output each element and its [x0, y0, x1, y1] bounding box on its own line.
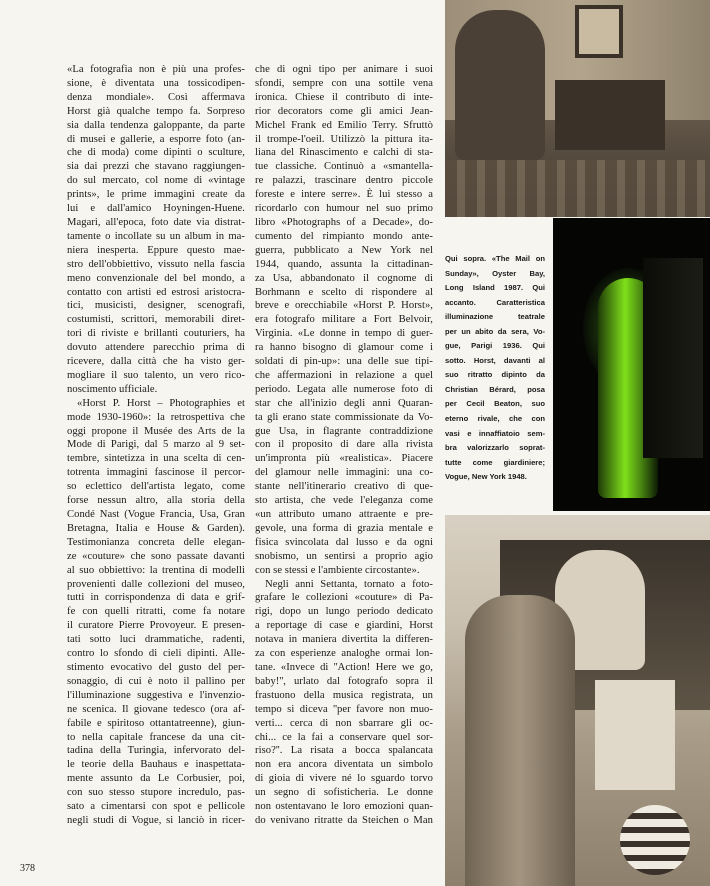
- text-line: so eclettico dell'artista legato, come: [67, 481, 245, 493]
- text-line: mode 1930-1960»: la retrospettiva che: [67, 411, 245, 423]
- caption-line: Long Island 1987. Qui: [445, 283, 545, 293]
- text-line: grafare le collezioni «couture» di Pa-: [255, 592, 433, 604]
- text-line: era fotografo militare a Fort Belvoir,: [255, 314, 433, 326]
- text-line: stante nell'itinerario creativo di que-: [255, 481, 433, 493]
- text-line: di gioia di vivere né lo sguardo torvo: [255, 773, 433, 785]
- text-line: foreste e intere serre». È lui stesso a: [255, 189, 433, 201]
- text-line: non era ancora diventata un simbolo: [255, 759, 433, 771]
- photo-table: [555, 80, 665, 150]
- text-line: sto artista, che vede l'eleganza come: [255, 495, 433, 507]
- text-line: gevole, una forma di grazia mentale e: [255, 522, 433, 534]
- text-line: Borhmann e scelto di rispondere al: [255, 286, 433, 298]
- text-line: ze «couture» che sono passate davanti: [67, 550, 245, 562]
- photo-frame: [575, 5, 623, 58]
- text-line: sato a cimentarsi con spot e pellicole: [67, 801, 245, 813]
- text-line: «La fotografia non è più una profes-: [67, 64, 245, 75]
- text-line: denza mondiale». Così affermava: [67, 91, 245, 103]
- text-line: un'impronta più «realistica». Piacere: [255, 453, 433, 465]
- text-line: che affermazioni in relazione a quel: [255, 369, 433, 381]
- text-line: baby!'', urlato dal fotografo sopra il: [255, 675, 433, 687]
- text-line: Bretagna, Italia e House & Garden).: [67, 522, 245, 534]
- photo-horst-portrait-1948: [445, 515, 710, 886]
- text-line: tembre, sintetizza in una scelta di cen-: [67, 453, 245, 465]
- page-number: 378: [20, 863, 35, 874]
- text-line: ne scenica. Il giovane tedesco (ora af-: [67, 703, 245, 715]
- text-line: ra hanno bisogno di glamour come i: [255, 342, 433, 354]
- text-line: stro dell'obbiettivo, vissuto nella fascia: [67, 258, 245, 270]
- text-line: Magari, all'epoca, foto date via distrat-: [67, 216, 245, 228]
- caption-line: bra valorizzarlo soprat-: [445, 443, 545, 453]
- text-line: tane. «Invece di ''Action! Here we go,: [255, 661, 433, 673]
- caption-line: Christian Bérard, posa: [445, 384, 545, 394]
- caption-line: sotto. Horst, davanti al: [445, 355, 545, 365]
- text-line: l'illuminazione suggestiva e l'invenzio-: [67, 689, 245, 701]
- text-line: riso?''. La risata a bocca spalancata: [255, 745, 433, 757]
- text-line: stimento evocativo del gusto del per-: [67, 661, 245, 673]
- text-line: ta gli erano state commissionate da Vo-: [255, 411, 433, 423]
- caption-line: per Cecil Beaton, suo: [445, 399, 545, 409]
- text-line: do sul mercato, col nome di «vintage: [67, 175, 245, 187]
- text-line: sia dalla tendenza galoppante, da parte: [67, 119, 245, 131]
- text-line: ricevere, dalla città che ha visto ger-: [67, 356, 245, 368]
- text-line: contatto con artisti ed estrosi aristocra-: [67, 286, 245, 298]
- caption-line: illuminazione teatrale: [445, 312, 545, 322]
- text-line: tori di riviste e brillanti couturiers, ha: [67, 328, 245, 340]
- text-line: il trompe-l'oeil. Utilizzò la pittura ita-: [255, 133, 433, 145]
- text-line: re palazzi, trascinare dentro piccole: [255, 175, 433, 187]
- text-line: mente assunto da Le Corbusier, poi,: [67, 773, 245, 785]
- text-line: Virginia. «Le donne in tempo di guer-: [255, 328, 433, 340]
- text-line: sione, è diventata una tossicodipen-: [67, 77, 245, 89]
- article-column-left: [67, 63, 245, 828]
- text-line: che di ogni tipo per animare i suoi: [255, 64, 433, 75]
- text-line: oggi propone il Musée des Arts de la: [67, 425, 245, 437]
- text-line: contro lo sfondo di cieli dipinti. Alle-: [67, 648, 245, 660]
- text-line: «un attributo umano attraente e pre-: [255, 509, 433, 520]
- text-line: tue classiche. Continuò a «smantella-: [255, 161, 433, 173]
- text-line: 1944, quando, assunta la cittadinan-: [255, 258, 433, 270]
- caption-line: accanto. Caratteristica: [445, 297, 545, 307]
- caption-line: eterno rivale, che con: [445, 414, 545, 424]
- text-line: niera inesperta. Eppure questo mae-: [67, 244, 245, 256]
- text-line: do venivano ritratte da Steichen o Man: [255, 814, 433, 826]
- text-line: to nella capitale francese da una cit-: [67, 731, 245, 743]
- text-line: meno convenzionale del bel mondo, a: [67, 272, 245, 284]
- text-line: le teorie della Bauhaus e inaspettata-: [67, 759, 245, 771]
- text-line: tamente o incollate su un album in ma-: [67, 230, 245, 242]
- text-line: cumento del rimpianto mondo ante-: [255, 230, 433, 242]
- text-line: breve e orecchiabile «Horst P. Horst»,: [255, 300, 433, 312]
- text-line: za con esperienze analoghe ormai lon-: [255, 648, 433, 660]
- text-line: guerra, pubblicato a New York nel: [255, 244, 433, 256]
- text-line: totrenta immagini fascinose il percor-: [67, 467, 245, 479]
- text-line: un segno di sofisticheria. Le donne: [255, 787, 433, 799]
- text-line: Michel Frank ed Emilio Terry. Sfruttò: [255, 119, 433, 131]
- text-line: del glamour nelle immagini: una co-: [255, 467, 433, 479]
- text-line: il curatore Pierre Provoyeur. E presen-: [67, 620, 245, 632]
- text-line: Mode di Parigi, dal 5 marzo al 9 set-: [67, 439, 245, 451]
- caption-line: vasi e innaffiatoio sem-: [445, 428, 545, 438]
- caption-line: Vogue, New York 1948.: [445, 472, 527, 482]
- text-line: forse nessun altro, alla storia della: [67, 495, 245, 507]
- text-line: non ostentavano le loro emozioni quan-: [255, 801, 433, 813]
- text-line: Testimonianza concreta delle elegan-: [67, 536, 245, 548]
- caption-line: suo ritratto dipinto da: [445, 370, 545, 380]
- text-line: rior decorators come gli amici Jean-: [255, 105, 433, 117]
- text-line: ricordarlo con humour nel suo primo: [255, 203, 433, 215]
- text-line: fisica svincolata dal lusso e da ogni: [255, 536, 433, 548]
- photo-oyster-bay-interior: [445, 0, 710, 217]
- text-line: sfondi, sempre con una sottile vena: [255, 77, 433, 89]
- text-line: tati sotto luci drammatiche, radenti,: [67, 634, 245, 646]
- text-line: mogliare il suo talento, un vero rico-: [67, 369, 245, 381]
- text-line: noscimento ufficiale.: [67, 383, 158, 395]
- caption-line: per un abito da sera, Vo-: [445, 326, 545, 336]
- text-line: «Horst P. Horst – Photographies et: [77, 397, 245, 409]
- text-line: provenienti dalle collezioni del museo,: [67, 578, 245, 590]
- text-line: periodo. Legata alle numerose foto di: [255, 383, 433, 395]
- text-line: snobismo, un sentirsi a proprio agio: [255, 550, 433, 562]
- photo-watering-can: [620, 805, 690, 875]
- text-line: gue Usa, in flagrante contraddizione: [255, 425, 433, 437]
- text-line: notava in maniera divertita la differen-: [255, 634, 433, 646]
- text-line: fabile e spiritoso ottantatreenne), giun-: [67, 717, 245, 729]
- photo-pedestal: [595, 680, 675, 790]
- text-line: di musei e gallerie, a esporre foto (an-: [67, 133, 245, 145]
- text-line: lui e dall'amico Hoyningen-Huene.: [67, 203, 245, 215]
- text-line: tadina della Turingia, infervorato del-: [67, 745, 245, 757]
- caption-line: Qui sopra. «The Mail on: [445, 254, 545, 263]
- text-line: libro «Photographs of a Decade», do-: [255, 216, 433, 228]
- text-line: dovuto attendere parecchio prima di: [67, 342, 245, 354]
- photo-caption: [445, 252, 545, 485]
- text-line: Negli anni Settanta, tornato a foto-: [265, 578, 433, 590]
- photo-horst-figure: [465, 595, 575, 886]
- text-line: frastuono della musica registrata, un: [255, 689, 433, 701]
- text-line: prints», le prime immagini create da: [67, 189, 245, 201]
- text-line: Condé Nast (Vogue Francia, Usa, Gran: [67, 509, 245, 520]
- text-line: ironica. Chiese il contributo di inte-: [255, 91, 433, 103]
- text-line: con suo stesso stupore incredulo, pas-: [67, 787, 245, 799]
- text-line: tici, musicisti, designer, scenografi,: [67, 300, 245, 312]
- text-line: Horst già qualche tempo fa. Sorpreso: [67, 105, 245, 117]
- text-line: che di moda) come dipinti o sculture,: [67, 147, 245, 159]
- text-line: negli studi di Vogue, si lanciò in ricer-: [67, 814, 245, 826]
- text-line: chi... ce la fai a conservare quel sor-: [255, 731, 433, 743]
- text-line: rigi, dopo un lungo periodo dedicato: [255, 606, 433, 618]
- text-line: soldati di pin-up»: una delle sue tipi-: [255, 356, 433, 368]
- text-line: a reportage di case e giardini, Horst: [255, 620, 433, 632]
- text-line: za Usa, abbandonato il cognome di: [255, 272, 433, 284]
- caption-line: gue, Parigi 1936. Qui: [445, 341, 545, 351]
- article-column-middle: [255, 63, 433, 828]
- photo-rug: [445, 160, 710, 217]
- text-line: sonaggio, di cui è noto il pallino per: [67, 675, 245, 687]
- text-line: sia dai prezzi che stavano raggiungen-: [67, 161, 245, 173]
- text-line: tempo si diceva ''per favore non muo-: [255, 703, 433, 715]
- photo-male-figure: [643, 258, 703, 458]
- text-line: con il proposito di dare alla rivista: [255, 439, 433, 451]
- text-line: al suo obbiettivo: la trentina di modelli: [67, 564, 245, 576]
- caption-line: Sunday», Oyster Bay,: [445, 268, 545, 278]
- text-line: tutti in corrispondenza di data e grif-: [67, 592, 245, 604]
- text-line: fe con quelli ritratti, come fa notare: [67, 606, 245, 618]
- photo-evening-dress-1936: [553, 218, 710, 511]
- text-line: costumisti, scrittori, memorabili diret-: [67, 314, 245, 326]
- text-line: verti... cerca di non sbarrare gli oc-: [255, 717, 433, 729]
- text-line: star che all'inizio degli anni Quaran-: [255, 397, 433, 409]
- text-line: con se stessi e l'ambiente circostante».: [255, 564, 420, 576]
- photo-figure: [455, 10, 545, 160]
- caption-line: tutte come giardiniere;: [445, 457, 545, 467]
- text-line: liana del Rinascimento e calchi di sta-: [255, 147, 433, 159]
